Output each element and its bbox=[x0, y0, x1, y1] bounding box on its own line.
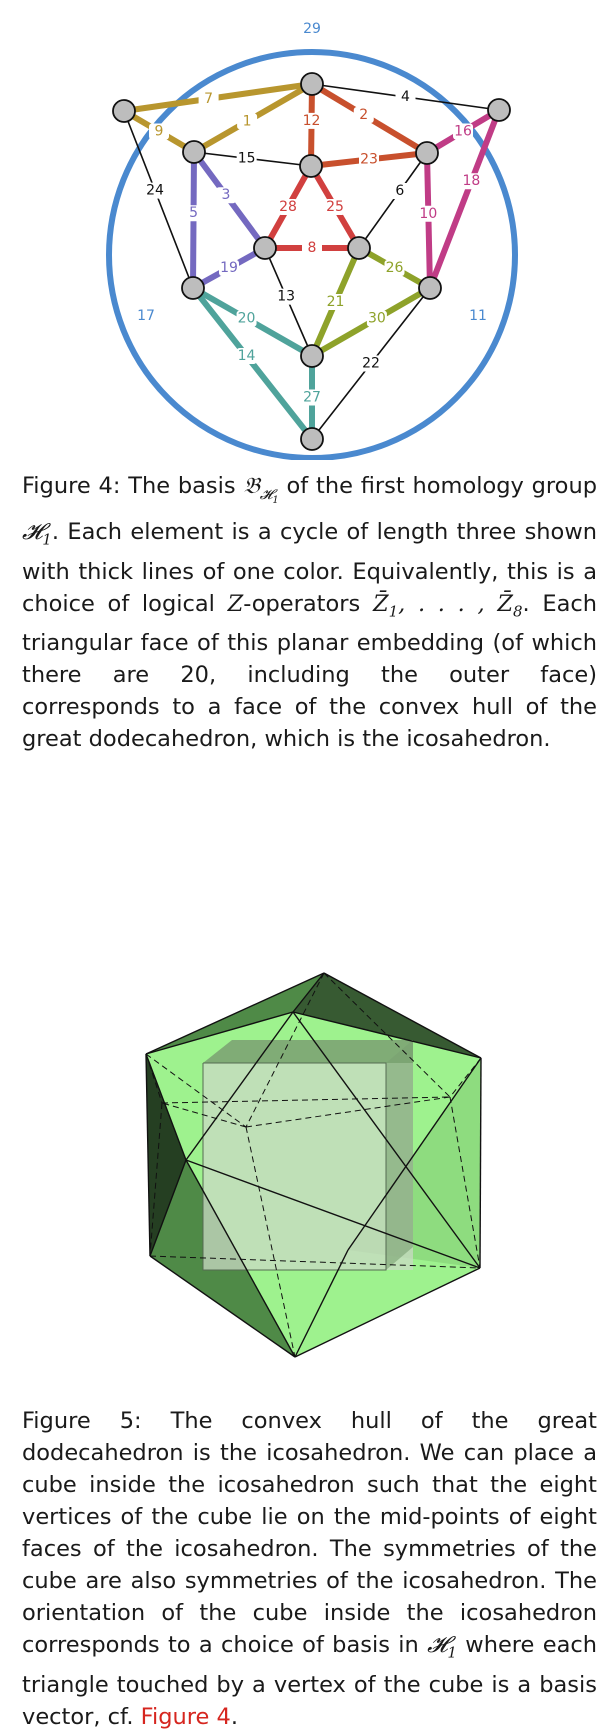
math-group: 𝓗$_1$ bbox=[22, 519, 52, 549]
caption-text: of the first homology group bbox=[278, 473, 597, 499]
edge-label-13: 13 bbox=[277, 288, 296, 305]
figure-5-caption bbox=[22, 1405, 597, 1733]
edge-label-17: 17 bbox=[137, 308, 155, 324]
edge-label-16: 16 bbox=[454, 123, 472, 140]
edge-label-10: 10 bbox=[419, 205, 438, 222]
vertex-node bbox=[254, 237, 276, 259]
math-group: 𝓗$_1$ bbox=[427, 1632, 457, 1662]
edge-label-25: 25 bbox=[326, 199, 344, 215]
edge-label-23: 23 bbox=[360, 151, 378, 168]
edge-label-3: 3 bbox=[221, 187, 231, 204]
cube-top-face bbox=[203, 1040, 413, 1063]
edge-label-20: 20 bbox=[237, 310, 256, 327]
vertex-node bbox=[348, 237, 370, 259]
caption-text: Figure 4: The basis bbox=[22, 473, 244, 499]
edge-label-27: 27 bbox=[303, 389, 321, 406]
math-basis: 𝔅$_{𝓗_1}$ bbox=[243, 473, 279, 506]
figure-4-link[interactable]: Figure 4 bbox=[140, 1703, 231, 1730]
figure-4-graph bbox=[0, 0, 610, 460]
caption-text: . Each triangular face of this planar embedding (of which there are 20, including the outer face) corresponds to a face of the convex hull of the great dodecahedron, which is the icosahedron. bbox=[22, 590, 597, 753]
edge-label-15: 15 bbox=[237, 150, 256, 167]
math-z: Z bbox=[227, 590, 244, 617]
vertex-node bbox=[301, 428, 323, 450]
caption-text: where each triangle touched by a vertex of the cube is a basis vector, cf. bbox=[22, 1632, 597, 1730]
edge-label-5: 5 bbox=[189, 205, 199, 222]
vertex-node bbox=[301, 73, 323, 95]
edge-label-22: 22 bbox=[362, 355, 380, 372]
edge-label-19: 19 bbox=[220, 260, 238, 276]
edge-label-4: 4 bbox=[401, 89, 410, 105]
edge-label-1: 1 bbox=[242, 113, 252, 130]
figure-5-icosahedron bbox=[0, 960, 610, 1380]
edge-label-30: 30 bbox=[367, 310, 386, 327]
caption-text: . Each element is a cycle of length three shown with thick lines of one color. Equivalently, this is a choice of logical bbox=[22, 519, 597, 617]
edge-label-12: 12 bbox=[302, 112, 321, 129]
edge-label-21: 21 bbox=[326, 294, 345, 310]
figure-4-caption bbox=[22, 470, 597, 755]
edge-label-6: 6 bbox=[395, 183, 405, 199]
edge-label-28: 28 bbox=[279, 199, 297, 215]
edge-label-18: 18 bbox=[462, 173, 481, 190]
vertex-node bbox=[113, 100, 135, 122]
vertex-node bbox=[419, 277, 441, 299]
caption-text: Figure 5: The convex hull of the great dodecahedron is the icosahedron. We can place a cube inside the icosahedron such that the eight vertices of the cube lie on the mid-points of eight faces of the icosahedron. The symmetries of the cube are also symmetries of the icosahedron. The orientation of the cube inside the icosahedron corresponds to a choice of basis in bbox=[22, 1408, 597, 1658]
edge-label-14: 14 bbox=[237, 347, 256, 364]
vertex-node bbox=[300, 155, 322, 177]
edge-label-11: 11 bbox=[469, 308, 487, 324]
edge-label-8: 8 bbox=[307, 240, 317, 256]
edge-label-29: 29 bbox=[303, 21, 321, 37]
math-z-ops: $Z̄_1$, . . . , $Z̄_8$ bbox=[372, 590, 523, 621]
edge-label-26: 26 bbox=[385, 260, 404, 276]
inner-cube bbox=[203, 1040, 413, 1270]
edge-label-24: 24 bbox=[146, 182, 164, 199]
edge-label-7: 7 bbox=[204, 90, 214, 107]
edge-label-9: 9 bbox=[154, 123, 164, 140]
edge-label-2: 2 bbox=[359, 107, 369, 124]
caption-text: . bbox=[230, 1703, 238, 1730]
caption-text: -operators bbox=[243, 590, 373, 617]
vertex-node bbox=[183, 141, 205, 163]
vertex-node bbox=[488, 99, 510, 121]
vertex-node bbox=[182, 277, 204, 299]
vertex-node bbox=[416, 142, 438, 164]
vertex-node bbox=[301, 345, 323, 367]
